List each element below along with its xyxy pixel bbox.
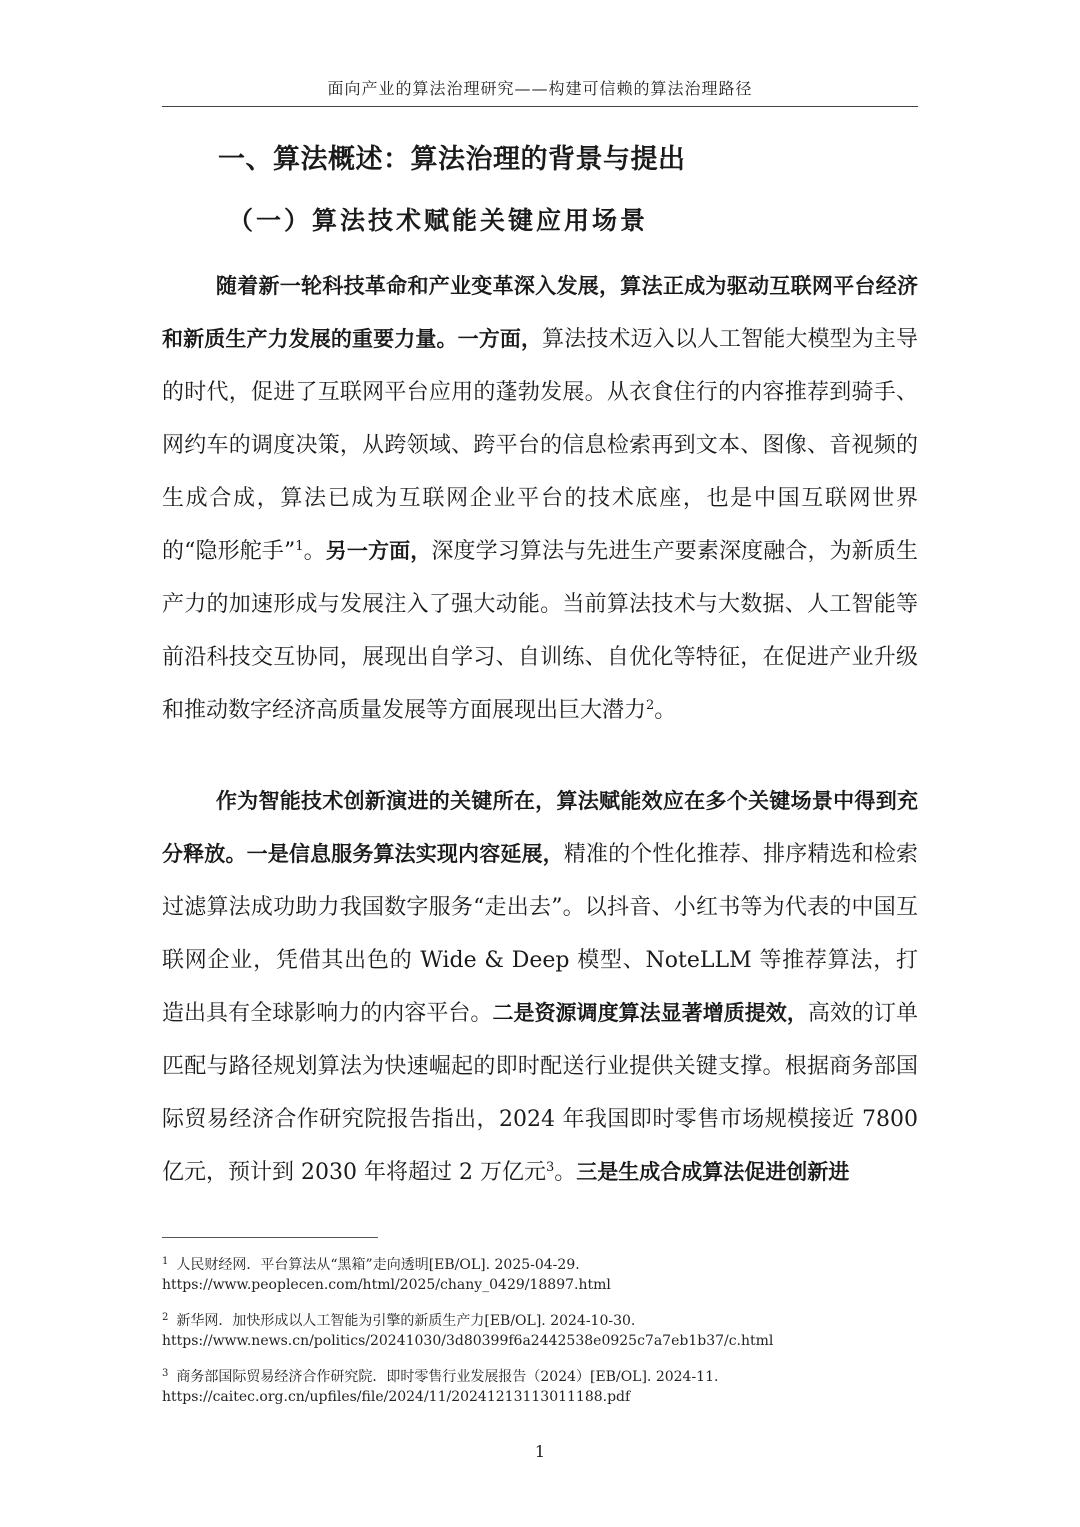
paragraph-2: [162, 775, 918, 1199]
footnote-number: 2: [162, 1312, 169, 1323]
paragraph-2-emphasis-b: 三是生成合成算法促进创新进: [576, 1160, 850, 1184]
paragraph-1-text-a: 算法技术迈入以人工智能大模型为主导的时代，促进了互联网平台应用的蓬勃发展。从衣食住行的内容推荐到骑手、网约车的调度决策，从跨领域、跨平台的信息检索再到文本、图像、音视频的生成合成，算法已成为互联网企业平台的技术底座，也是中国互联网世界的“隐形舵手”: [162, 327, 918, 564]
section-heading: 一、算法概述：算法治理的背景与提出: [218, 144, 686, 175]
footnote-text: 新华网．加快形成以人工智能为引擎的新质生产力[EB/OL]. 2024-10-30.: [176, 1313, 636, 1329]
footnote-link[interactable]: https://www.news.cn/politics/20241030/3d80399f6a2442538e0925c7a7eb1b37/c.html: [162, 1333, 774, 1349]
subsection-heading: （一）算法技术赋能关键应用场景: [228, 206, 649, 235]
footnote-ref-1[interactable]: 1: [295, 539, 304, 554]
footnote-link[interactable]: https://www.peoplecen.com/html/2025/chany_0429/18897.html: [162, 1277, 611, 1293]
footnote-divider: [162, 1237, 378, 1238]
footnote-ref-3[interactable]: 3: [545, 1160, 555, 1175]
footnote-3: [162, 1364, 918, 1407]
footnote-1: [162, 1252, 918, 1295]
footnote-link[interactable]: https://caitec.org.cn/upfiles/file/2024/11/20241213113011188.pdf: [162, 1389, 631, 1405]
paragraph-1-text-b: 深度学习算法与先进生产要素深度融合，为新质生产力的加速形成与发展注入了强大动能。当前算法技术与大数据、人工智能等前沿科技交互协同，展现出自学习、自训练、自优化等特征，在促进产业升级和推动数字经济高质量发展等方面展现出巨大潜力: [162, 539, 918, 723]
paragraph-2-punct: 。: [554, 1160, 577, 1185]
paragraph-1-emphasis: 另一方面，: [325, 539, 432, 563]
footnote-ref-2[interactable]: 2: [646, 698, 655, 713]
page-number: 1: [534, 1442, 546, 1461]
paragraph-1: [162, 260, 918, 737]
paragraph-1-punct-a: 。: [303, 539, 326, 564]
paragraph-1-punct-b: 。: [654, 698, 677, 723]
paragraph-1-lead: 随着新一轮科技革命和产业变革深入发展，算法正成为驱动互联网平台经济和新质生产力发展的重要力量。一方面，: [162, 274, 918, 351]
footnote-number: 3: [162, 1368, 169, 1379]
paragraph-2-lead: 作为智能技术创新演进的关键所在，算法赋能效应在多个关键场景中得到充分释放。一是信息服务算法实现内容延展，: [162, 789, 918, 866]
footnote-2: [162, 1308, 918, 1351]
paragraph-2-text-b: 高效的订单匹配与路径规划算法为快速崛起的即时配送行业提供关键支撑。根据商务部国际贸易经济合作研究院报告指出，2024 年我国即时零售市场规模接近 7800 亿元，预计到 2030 年将超过 2 万亿元: [162, 1001, 918, 1185]
footnote-text: 商务部国际贸易经济合作研究院．即时零售行业发展报告（2024）[EB/OL]. 2024-11.: [176, 1369, 719, 1385]
paragraph-2-text-a: 精准的个性化推荐、排序精选和检索过滤算法成功助力我国数字服务“走出去”。以抖音、小红书等为代表的中国互联网企业，凭借其出色的 Wide & Deep 模型、NoteLLM 等推荐算法，打造出具有全球影响力的内容平台。: [162, 842, 918, 1026]
header-divider: [162, 106, 918, 107]
footnote-number: 1: [162, 1256, 169, 1267]
footnotes: [162, 1252, 918, 1420]
paragraph-2-emphasis-a: 二是资源调度算法显著增质提效，: [492, 1001, 808, 1025]
running-header: 面向产业的算法治理研究——构建可信赖的算法治理路径: [327, 79, 753, 98]
footnote-text: 人民财经网．平台算法从“黑箱”走向透明[EB/OL]. 2025-04-29.: [176, 1257, 580, 1273]
